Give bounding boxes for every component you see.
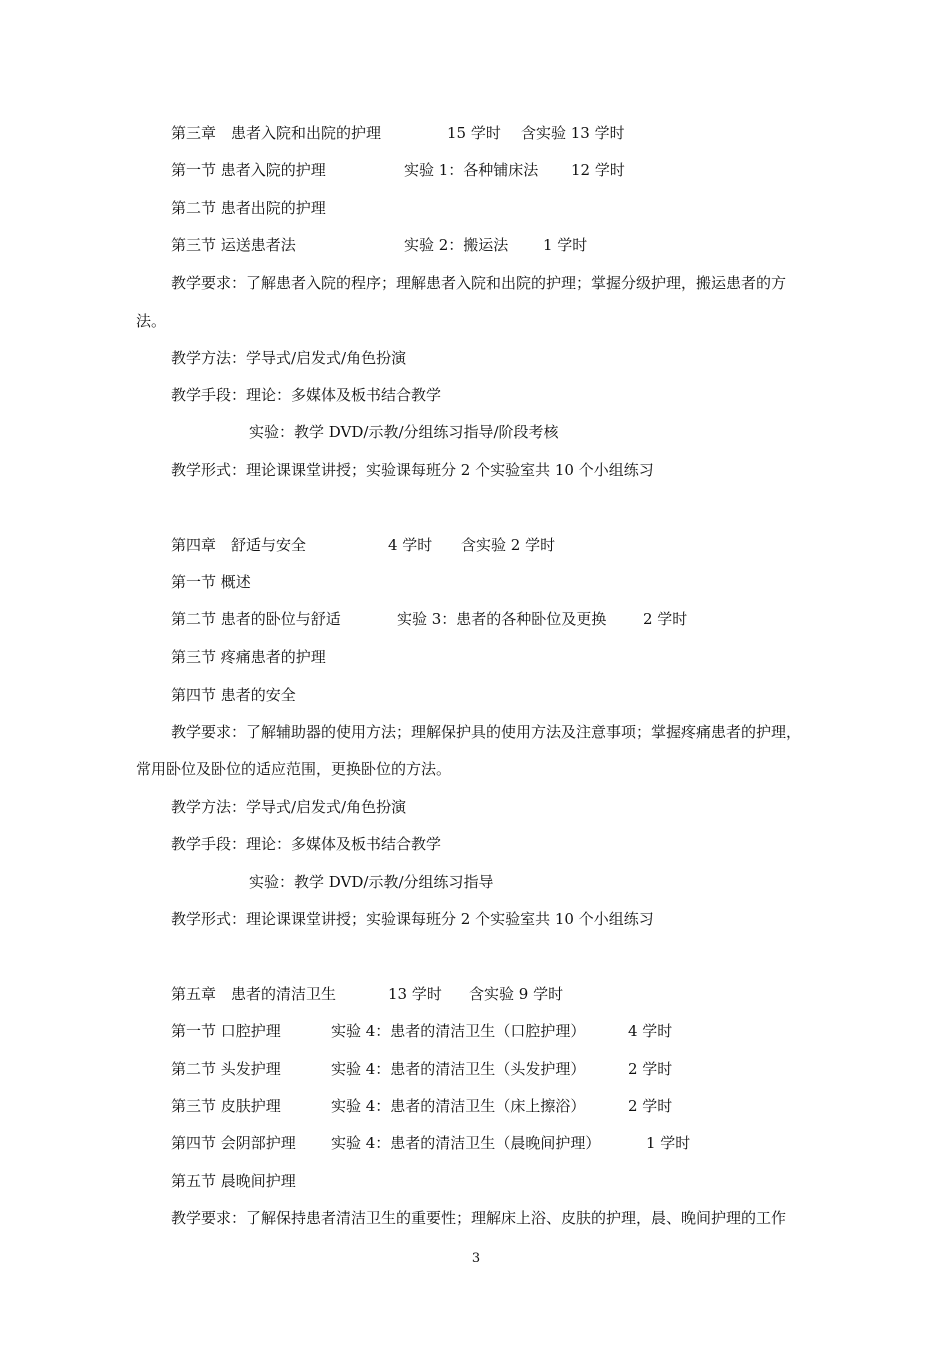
section-hours: 4 学时: [628, 1022, 673, 1040]
teaching-requirements-cont: 常用卧位及卧位的适应范围，更换卧位的方法。: [136, 760, 452, 778]
section-name: 第一节 概述: [171, 573, 251, 591]
teaching-means-lab: 实验：教学 DVD/示教/分组练习指导: [249, 873, 494, 891]
section-name: 第三节 皮肤护理: [171, 1097, 281, 1115]
teaching-form: 教学形式：理论课课堂讲授；实验课每班分 2 个实验室共 10 个小组练习: [171, 461, 654, 479]
chapter-title: 第三章 患者入院和出院的护理: [171, 124, 382, 142]
section-name: 第三节 运送患者法: [171, 236, 296, 254]
section-name: 第一节 患者入院的护理: [171, 161, 326, 179]
teaching-requirements: 教学要求：了解患者入院的程序；理解患者入院和出院的护理；掌握分级护理，搬运患者的方: [171, 274, 787, 292]
page-number: 3: [471, 1251, 481, 1266]
section-name: 第四节 会阴部护理: [171, 1134, 296, 1152]
chapter-hours: 15 学时: [447, 124, 501, 142]
teaching-requirements: 教学要求：了解辅助器的使用方法；理解保护具的使用方法及注意事项；掌握疼痛患者的护理，: [171, 723, 802, 741]
section-name: 第一节 口腔护理: [171, 1022, 281, 1040]
section-name: 第二节 患者的卧位与舒适: [171, 610, 341, 628]
section-lab: 实验 4：患者的清洁卫生（口腔护理）: [331, 1022, 586, 1040]
teaching-means-theory: 教学手段：理论：多媒体及板书结合教学: [171, 386, 442, 404]
section-hours: 12 学时: [571, 161, 625, 179]
teaching-requirements-cont: 法。: [136, 312, 167, 330]
section-lab: 实验 4：患者的清洁卫生（晨晚间护理）: [331, 1134, 601, 1152]
section-lab: 实验 1：各种铺床法: [404, 161, 539, 179]
teaching-means-lab: 实验：教学 DVD/示教/分组练习指导/阶段考核: [249, 423, 559, 441]
section-row: [171, 1171, 296, 1211]
section-name: 第二节 患者出院的护理: [171, 199, 326, 217]
section-hours: 1 学时: [646, 1134, 691, 1152]
section-lab: 实验 4：患者的清洁卫生（床上擦浴）: [331, 1097, 586, 1115]
chapter-lab-hours: 含实验 2 学时: [461, 536, 556, 554]
chapter-lab-hours: 含实验 13 学时: [521, 124, 625, 142]
teaching-method: 教学方法：学导式/启发式/角色扮演: [171, 798, 407, 816]
chapter-title: 第四章 舒适与安全: [171, 536, 307, 554]
chapter-lab-hours: 含实验 9 学时: [469, 985, 564, 1003]
section-hours: 2 学时: [628, 1060, 673, 1078]
section-row: [171, 198, 326, 238]
section-hours: 1 学时: [543, 236, 588, 254]
section-name: 第五节 晨晚间护理: [171, 1172, 296, 1190]
teaching-requirements: 教学要求：了解保持患者清洁卫生的重要性；理解床上浴、皮肤的护理，晨、晚间护理的工作: [171, 1209, 787, 1227]
section-lab: 实验 2：搬运法: [404, 236, 509, 254]
chapter-hours: 4 学时: [388, 536, 433, 554]
teaching-method: 教学方法：学导式/启发式/角色扮演: [171, 349, 407, 367]
section-row: [171, 647, 326, 687]
chapter-title: 第五章 患者的清洁卫生: [171, 985, 337, 1003]
section-hours: 2 学时: [643, 610, 688, 628]
teaching-means-theory: 教学手段：理论：多媒体及板书结合教学: [171, 835, 442, 853]
teaching-form: 教学形式：理论课课堂讲授；实验课每班分 2 个实验室共 10 个小组练习: [171, 910, 654, 928]
section-row: [171, 685, 296, 725]
section-row: [171, 572, 251, 612]
section-lab: 实验 3：患者的各种卧位及更换: [397, 610, 607, 628]
section-hours: 2 学时: [628, 1097, 673, 1115]
section-name: 第二节 头发护理: [171, 1060, 281, 1078]
chapter-hours: 13 学时: [388, 985, 442, 1003]
section-lab: 实验 4：患者的清洁卫生（头发护理）: [331, 1060, 586, 1078]
section-name: 第四节 患者的安全: [171, 686, 296, 704]
section-name: 第三节 疼痛患者的护理: [171, 648, 326, 666]
